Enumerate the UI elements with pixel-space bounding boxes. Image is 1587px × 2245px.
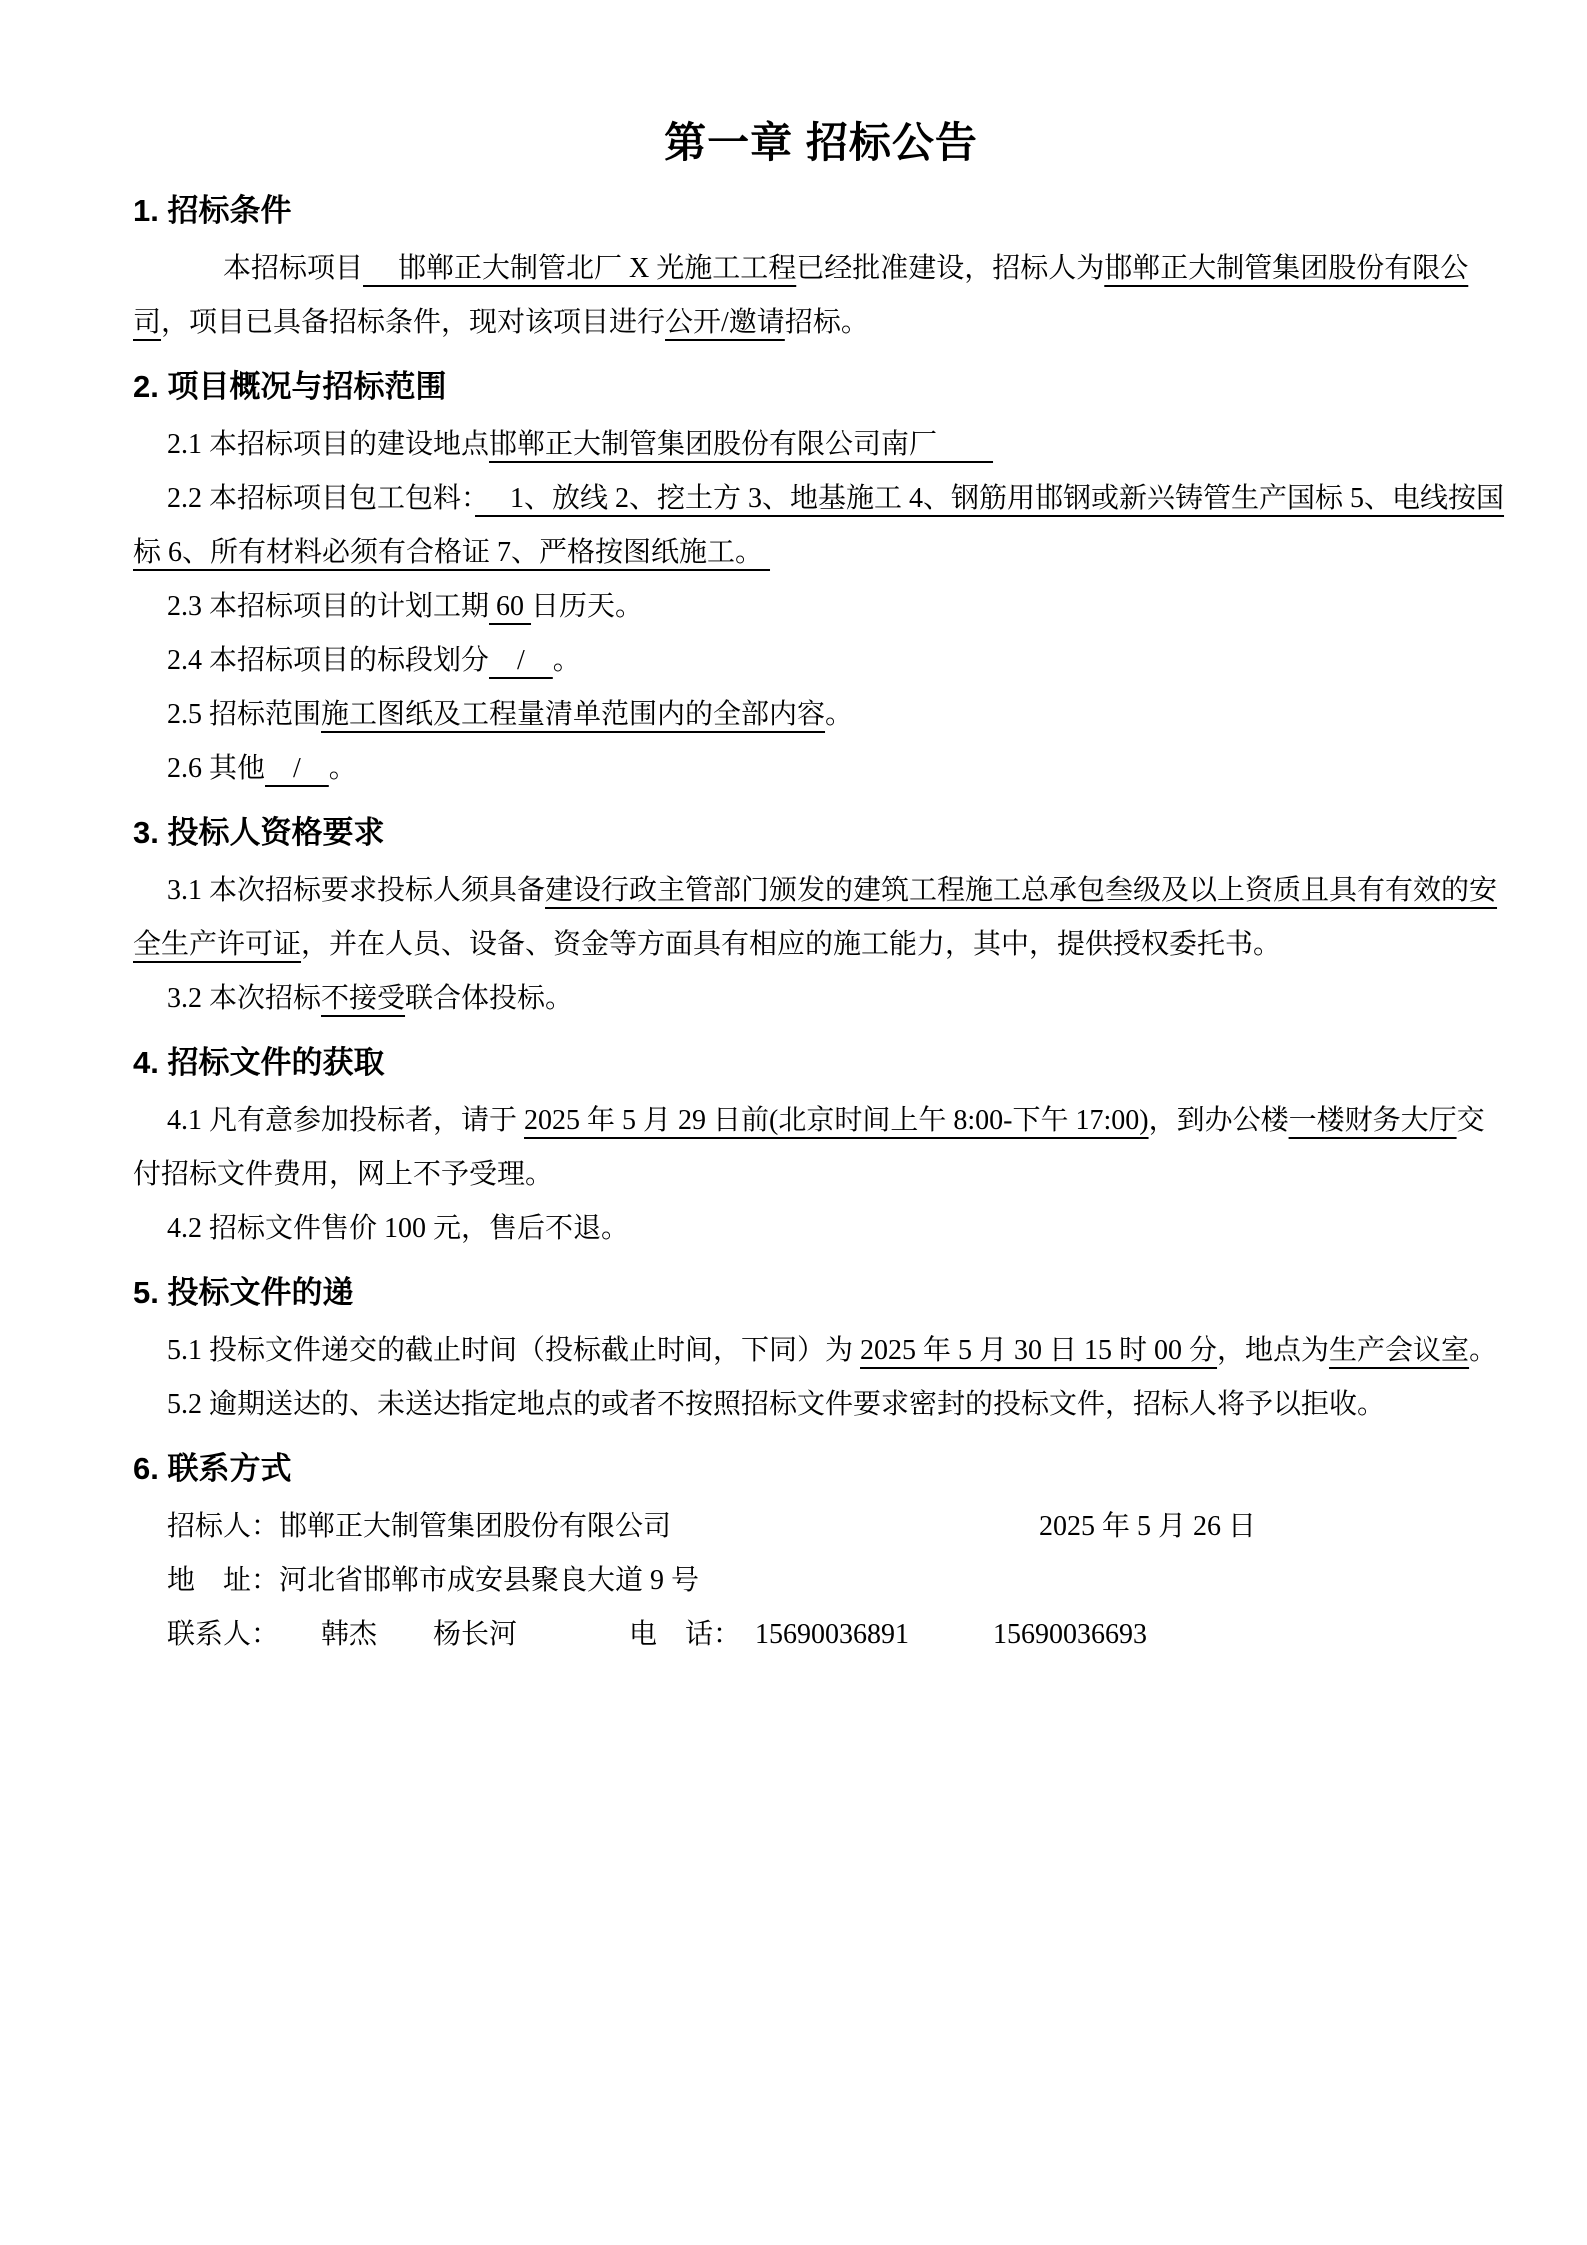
underlined-text: 建设行政主管部门颁发的建筑工程施工总承包叁级及以上资质且具有有效的安全生产许可证 [133, 875, 1498, 960]
underlined-text: 生产会议室 [1329, 1335, 1470, 1366]
plain-text: 招标人：邯郸正大制管集团股份有限公司 [167, 1511, 672, 1542]
plain-text: ，到办公楼 [1148, 1105, 1289, 1136]
plain-text: 2.1 本招标项目的建设地点 [167, 429, 490, 460]
plain-text: 3.1 本次招标要求投标人须具备 [167, 875, 546, 906]
section-bidder-qualifications [133, 806, 1509, 1026]
tenderer-name [167, 1500, 671, 1554]
contact-row-address [133, 1554, 1509, 1608]
underlined-text: 2025 年 5 月 29 日前(北京时间上午 8:00-下午 17:00) [524, 1105, 1149, 1136]
plain-text: 4.1 凡有意参加投标者，请于 [167, 1105, 525, 1136]
item-4-2 [133, 1202, 1509, 1256]
plain-text: 招标。 [784, 307, 869, 338]
underlined-text: 邯郸正大制管集团股份有限公司 [133, 253, 1469, 338]
underlined-text: 2025 年 5 月 30 日 15 时 00 分 [860, 1335, 1218, 1366]
plain-text: 4.2 招标文件售价 100 元，售后不退。 [167, 1213, 630, 1244]
underlined-text: 一楼财务大厅 [1288, 1105, 1457, 1136]
item-3-1 [133, 864, 1509, 972]
plain-text: 2.5 招标范围 [167, 699, 322, 730]
plain-text: 。 [328, 753, 357, 784]
section-6-heading: 6. 联系方式 [133, 1451, 292, 1486]
plain-text: 2.2 本招标项目包工包料： [167, 483, 476, 514]
section-contact-info [133, 1442, 1509, 1662]
plain-text: 2.6 其他 [167, 753, 266, 784]
item-3-2 [133, 972, 1509, 1026]
plain-text: 已经批准建设，招标人为 [796, 253, 1105, 284]
item-5-1 [133, 1324, 1509, 1378]
plain-text: 地 址：河北省邯郸市成安县聚良大道 9 号 [167, 1565, 700, 1596]
plain-text: 5.1 投标文件递交的截止时间（投标截止时间，下同）为 [167, 1335, 861, 1366]
item-5-2 [133, 1378, 1509, 1432]
underlined-text: 不接受 [321, 983, 406, 1014]
underlined-text: 1、放线 2、挖土方 3、地基施工 4、钢筋用邯钢或新兴铸管生产国标 5、电线按国标 6、所有材料必须有合格证 7、严格按图纸施工。 [133, 483, 1505, 568]
plain-text: ，项目已具备招标条件，现对该项目进行 [161, 307, 666, 338]
plain-text: 。 [552, 645, 581, 676]
section-bid-submission [133, 1266, 1509, 1432]
section-document-acquisition [133, 1036, 1509, 1256]
section-1-heading: 1. 招标条件 [133, 193, 292, 228]
item-2-1 [133, 418, 1509, 472]
section-2-heading: 2. 项目概况与招标范围 [133, 369, 447, 404]
underlined-text: / [489, 645, 553, 676]
plain-text: 。 [825, 699, 854, 730]
item-2-5 [133, 688, 1509, 742]
item-4-1 [133, 1094, 1509, 1202]
paragraph-tender-conditions [133, 242, 1509, 350]
underlined-text: 邯郸正大制管集团股份有限公司南厂 [489, 429, 994, 460]
underlined-text: 60 [489, 591, 532, 622]
section-5-heading: 5. 投标文件的递 [133, 1275, 354, 1310]
item-2-2 [133, 472, 1509, 580]
plain-text: 。 [1469, 1335, 1498, 1366]
underlined-text: 邯郸正大制管北厂 X 光施工工程 [363, 253, 797, 284]
section-4-heading: 4. 招标文件的获取 [133, 1045, 385, 1080]
document-title: 第一章 招标公告 [664, 119, 978, 166]
contact-row-tenderer [133, 1500, 1509, 1554]
item-2-3 [133, 580, 1509, 634]
section-3-heading: 3. 投标人资格要求 [133, 815, 385, 850]
section-tender-conditions [133, 184, 1509, 350]
plain-text: 2.4 本招标项目的标段划分 [167, 645, 490, 676]
contact-persons-and-phones [167, 1608, 1147, 1662]
plain-text: 3.2 本次招标 [167, 983, 322, 1014]
plain-text: 5.2 逾期送达的、未送达指定地点的或者不按照招标文件要求密封的投标文件，招标人将予以拒收。 [167, 1389, 1386, 1420]
plain-text: 本招标项目 [223, 253, 364, 284]
item-2-6 [133, 742, 1509, 796]
contact-row-persons [133, 1608, 1509, 1662]
underlined-text: / [265, 753, 329, 784]
tenderer-address [167, 1554, 699, 1608]
plain-text: 日历天。 [531, 591, 644, 622]
plain-text: ，并在人员、设备、资金等方面具有相应的施工能力，其中，提供授权委托书。 [301, 929, 1282, 960]
plain-text: ，地点为 [1217, 1335, 1330, 1366]
plain-text: 交付招标文件费用，网上不予受理。 [133, 1105, 1485, 1190]
underlined-text: 施工图纸及工程量清单范围内的全部内容 [321, 699, 826, 730]
section-project-overview [133, 360, 1509, 796]
underlined-text: 公开/邀请 [665, 307, 785, 338]
plain-text: 2.3 本招标项目的计划工期 [167, 591, 490, 622]
plain-text: 联合体投标。 [405, 983, 574, 1014]
item-2-4 [133, 634, 1509, 688]
plain-text: 联系人： 韩杰 杨长河 电 话： 15690036891 15690036693 [167, 1619, 1148, 1650]
announcement-date: 2025 年 5 月 26 日 [1038, 1511, 1256, 1542]
